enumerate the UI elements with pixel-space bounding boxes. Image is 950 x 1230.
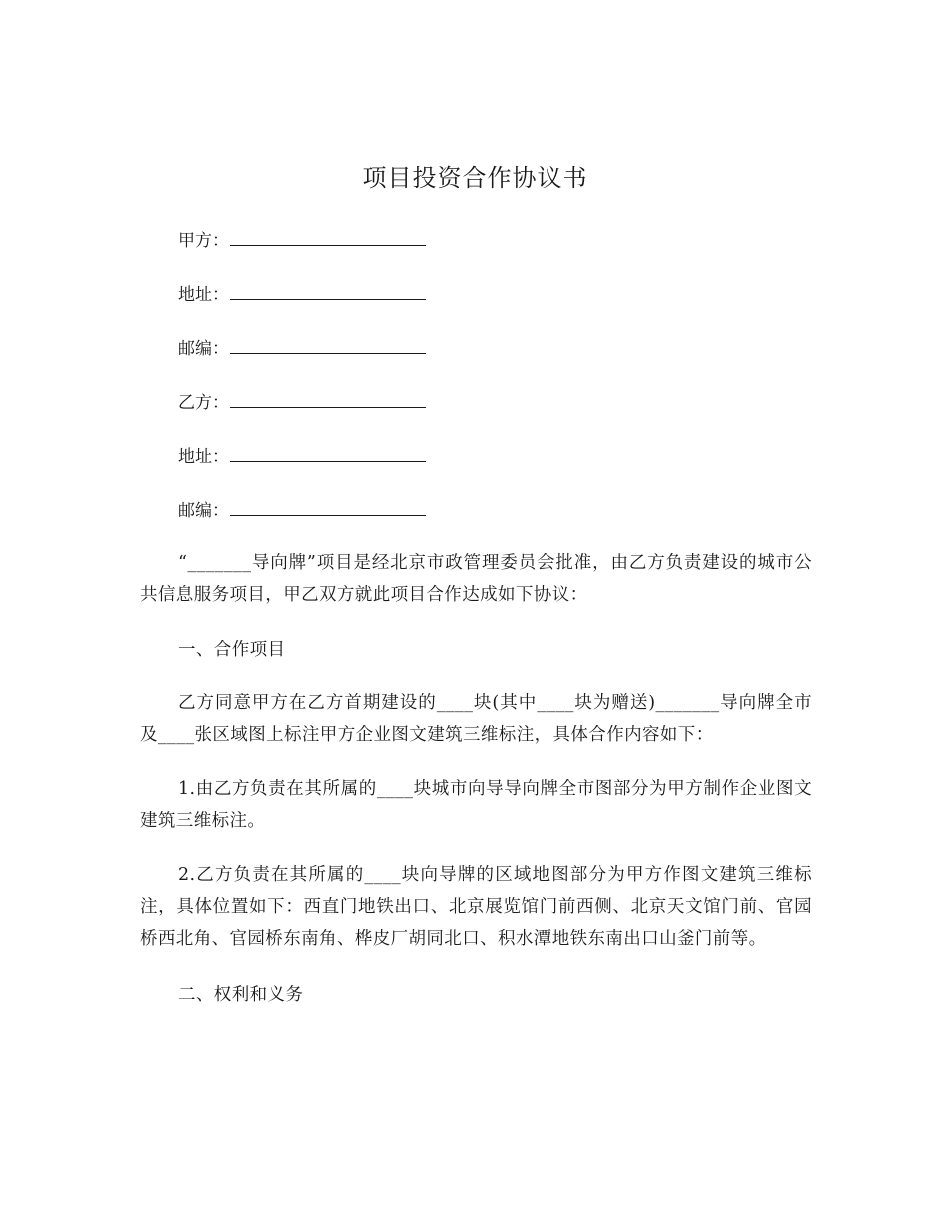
party-b-postcode-label: 邮编： (178, 501, 229, 521)
party-b-postcode-blank (230, 497, 426, 516)
intro-paragraph: “_______导向牌”项目是经北京市政管理委员会批准，由乙方负责建设的城市公共信息服务项目，甲乙双方就此项目合作达成如下协议： (140, 553, 812, 605)
party-a-postcode-blank (230, 335, 426, 354)
party-a-postcode-field (178, 335, 426, 361)
party-b-field (178, 389, 426, 415)
section-1-heading: 一、合作项目 (178, 640, 286, 660)
party-a-label: 甲方： (178, 231, 229, 251)
party-b-postcode-field (178, 497, 426, 523)
document-title: 项目投资合作协议书 (362, 164, 588, 192)
party-a-blank (230, 227, 426, 246)
section-2-heading: 二、权利和义务 (178, 985, 304, 1005)
party-b-address-blank (230, 443, 426, 462)
party-a-postcode-label: 邮编： (178, 339, 229, 359)
party-b-label: 乙方： (178, 393, 229, 413)
party-a-address-field (178, 281, 426, 307)
party-a-address-label: 地址： (178, 285, 229, 305)
party-b-address-field (178, 443, 426, 469)
party-a-field (178, 227, 426, 253)
item-2-paragraph: 2.乙方负责在其所属的____块向导牌的区域地图部分为甲方作图文建筑三维标注，具体位置如下：西直门地铁出口、北京展览馆门前西侧、北京天文馆门前、官园桥西北角、官园桥东南角、桦皮厂胡同北口、积水潭地铁东南出口山釜门前等。 (140, 865, 812, 949)
item-1-paragraph: 1.由乙方负责在其所属的____块城市向导导向牌全市图部分为甲方制作企业图文建筑三维标注。 (140, 779, 812, 831)
section-1-paragraph: 乙方同意甲方在乙方首期建设的____块(其中____块为赠送)_______导向牌全市及____张区域图上标注甲方企业图文建筑三维标注，具体合作内容如下： (140, 693, 812, 745)
party-b-blank (230, 389, 426, 408)
party-a-address-blank (230, 281, 426, 300)
party-b-address-label: 地址： (178, 447, 229, 467)
